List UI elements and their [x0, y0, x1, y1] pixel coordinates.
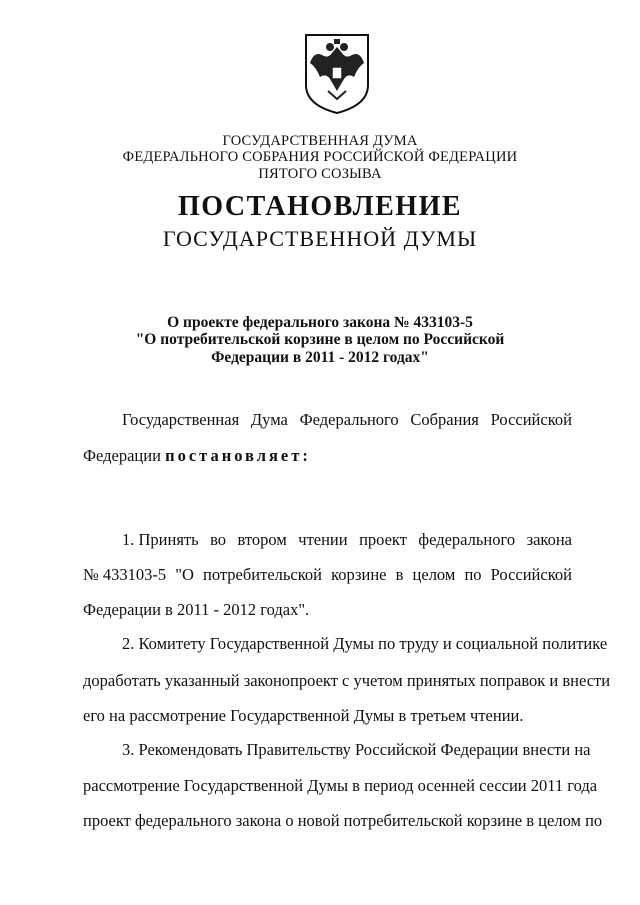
- subject-line-2: "О потребительской корзине в целом по Российской: [135, 331, 505, 348]
- word: Российской: [490, 410, 572, 429]
- item2-line-2: доработать указанный законопроект с учетом принятых поправок и внести: [83, 671, 611, 690]
- word: проект: [359, 530, 407, 549]
- word: Федерального: [299, 410, 399, 429]
- subject-line-1: О проекте федерального закона № 433103-5: [167, 314, 473, 331]
- word: Дума: [250, 410, 288, 429]
- word: Собрания: [410, 410, 479, 429]
- word: корзине: [331, 565, 387, 584]
- word: во: [210, 530, 227, 549]
- item3-line-3: проект федерального закона о новой потребительской корзине в целом по: [83, 811, 603, 830]
- document-title: ПОСТАНОВЛЕНИЕ: [177, 191, 463, 222]
- document-subtitle: ГОСУДАРСТВЕННОЙ ДУМЫ: [162, 226, 478, 251]
- convocation: ПЯТОГО СОЗЫВА: [258, 166, 382, 182]
- word: по: [464, 565, 482, 584]
- preamble-line-2: [83, 446, 572, 466]
- subject-line-3: Федерации в 2011 - 2012 годах": [211, 349, 429, 366]
- preamble-text: Федерации: [83, 446, 161, 465]
- issuer-parent: ФЕДЕРАЛЬНОГО СОБРАНИЯ РОССИЙСКОЙ ФЕДЕРАЦИИ: [122, 149, 518, 165]
- issuer-name: ГОСУДАРСТВЕННАЯ ДУМА: [222, 133, 418, 149]
- item1-line-2: [83, 565, 572, 585]
- word: "О: [175, 565, 194, 584]
- word: чтении: [298, 530, 348, 549]
- russian-coat-of-arms-icon: [302, 33, 372, 115]
- word: закона: [526, 530, 572, 549]
- item1-line-3: Федерации в 2011 - 2012 годах".: [83, 600, 310, 619]
- item2-line-3: его на рассмотрение Государственной Думы в третьем чтении.: [83, 706, 524, 725]
- word: потребительской: [203, 565, 322, 584]
- word: втором: [237, 530, 287, 549]
- word: Государственная: [122, 410, 240, 429]
- word: 1. Принять: [122, 530, 199, 549]
- word: № 433103-5: [83, 565, 167, 584]
- resolves-keyword: постановляет:: [165, 446, 311, 465]
- word: Российской: [490, 565, 572, 584]
- item3-line-2: рассмотрение Государственной Думы в период осенней сессии 2011 года: [83, 776, 598, 795]
- item3-line-1: 3. Рекомендовать Правительству Российской Федерации внести на: [122, 740, 591, 759]
- word: федерального: [418, 530, 516, 549]
- word: целом: [412, 565, 456, 584]
- preamble-line-1: [122, 410, 572, 430]
- item2-line-1: 2. Комитету Государственной Думы по труду и социальной политике: [122, 634, 608, 653]
- word: в: [395, 565, 404, 584]
- item1-line-1: [122, 530, 572, 550]
